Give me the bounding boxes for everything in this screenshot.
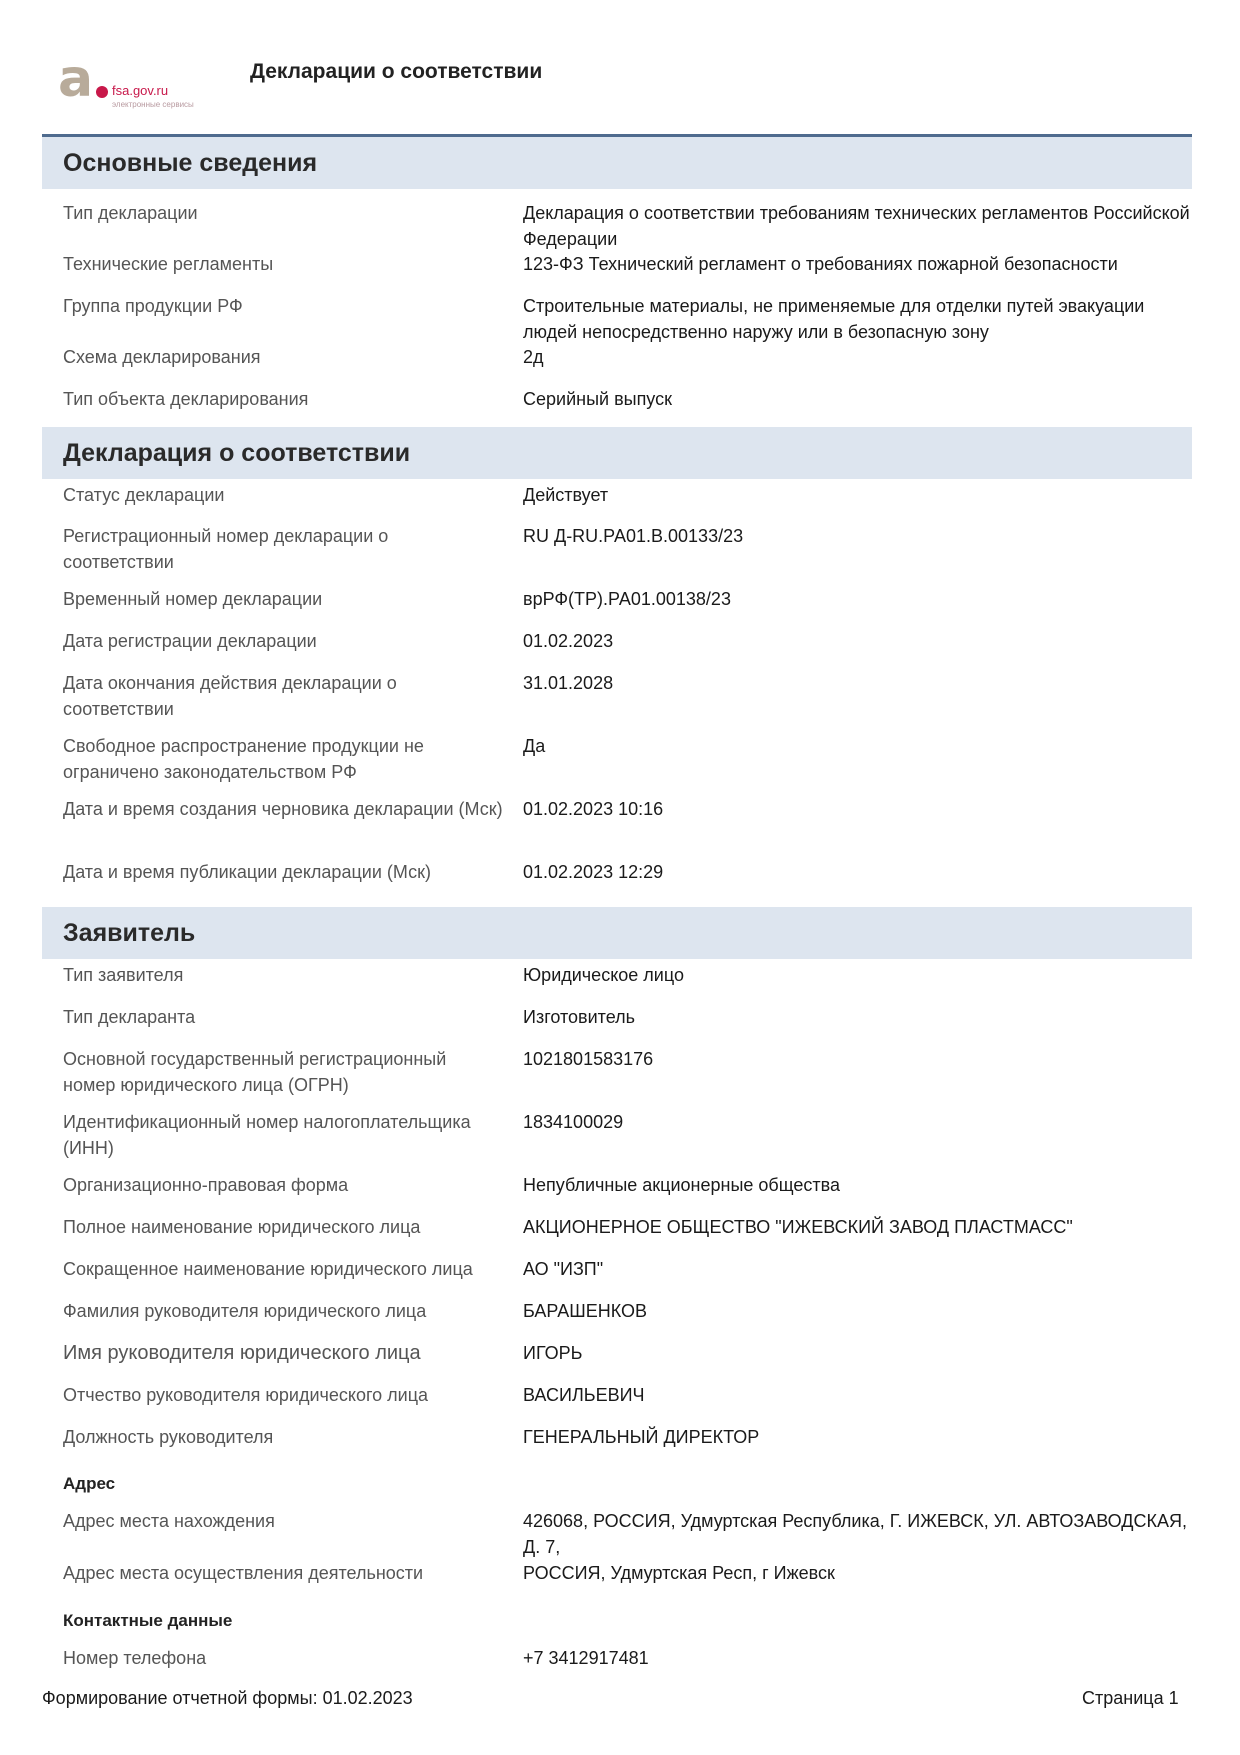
section-title: Основные сведения: [63, 149, 318, 177]
field-label: Сокращенное наименование юридического лица: [63, 1259, 473, 1279]
field-label: Временный номер декларации: [63, 589, 323, 609]
field-label: Организационно-правовая форма: [63, 1175, 349, 1195]
field-value: 01.02.2023: [523, 631, 614, 651]
section-basic-header: [42, 137, 1192, 189]
field-label: Дата и время публикации декларации (Мск): [63, 862, 431, 882]
report-generated-date: Формирование отчетной формы: 01.02.2023: [42, 1688, 413, 1708]
field-value: Юридическое лицо: [523, 965, 684, 985]
field-label: Тип декларации: [63, 203, 198, 223]
field-value: Да: [523, 736, 546, 756]
field-label: Дата и время создания черновика декларации (Мск): [63, 799, 503, 819]
field-label: Дата регистрации декларации: [63, 631, 317, 651]
section-title: Заявитель: [63, 919, 196, 947]
field-value: Изготовитель: [523, 1007, 635, 1027]
field-label: Номер телефона: [63, 1648, 207, 1668]
field-label: Регистрационный номер декларации о соответствии: [63, 526, 389, 572]
field-label: Тип объекта декларирования: [63, 389, 309, 409]
field-label: Тип заявителя: [63, 965, 184, 985]
page-number: Страница 1: [1082, 1688, 1179, 1708]
field-value: ГЕНЕРАЛЬНЫЙ ДИРЕКТОР: [523, 1427, 760, 1447]
field-value: Действует: [523, 485, 609, 505]
field-value: 2д: [523, 347, 544, 367]
section-applicant-header: [42, 907, 1192, 959]
field-value: +7 3412917481: [523, 1648, 649, 1668]
field-label: Фамилия руководителя юридического лица: [63, 1301, 427, 1321]
field-label: Должность руководителя: [63, 1427, 274, 1447]
field-label: Дата окончания действия декларации о соответствии: [63, 673, 397, 719]
field-value: 1834100029: [523, 1112, 624, 1132]
field-value: Непубличные акционерные общества: [523, 1175, 840, 1195]
field-value: врРФ(ТР).РА01.00138/23: [523, 589, 731, 609]
field-value: 01.02.2023 12:29: [523, 862, 664, 882]
field-value: Строительные материалы, не применяемые для отделки путей эвакуации людей непосредственно наружу или в безопасную зону: [523, 296, 1145, 342]
field-value: ИГОРЬ: [523, 1343, 583, 1363]
field-value: АО "ИЗП": [523, 1259, 604, 1279]
field-label: Тип декларанта: [63, 1007, 196, 1027]
field-value: Декларация о соответствии требованиям технических регламентов Российской Федерации: [523, 203, 1190, 249]
field-value: БАРАШЕНКОВ: [523, 1301, 648, 1321]
logo-dot-icon: [96, 86, 108, 98]
field-value: ВАСИЛЬЕВИЧ: [523, 1385, 645, 1405]
field-label: Свободное распространение продукции не ограничено законодательством РФ: [63, 736, 424, 782]
field-label: Технические регламенты: [63, 254, 274, 274]
field-label: Схема декларирования: [63, 347, 261, 367]
field-label: Имя руководителя юридического лица: [63, 1342, 421, 1364]
field-label: Адрес места нахождения: [63, 1511, 275, 1531]
field-label: Идентификационный номер налогоплательщика (ИНН): [63, 1112, 471, 1158]
field-label: Основной государственный регистрационный номер юридического лица (ОГРН): [63, 1049, 447, 1095]
field-label: Отчество руководителя юридического лица: [63, 1385, 429, 1405]
field-value: RU Д-RU.РА01.В.00133/23: [523, 526, 744, 546]
field-value: 426068, РОССИЯ, Удмуртская Республика, Г. ИЖЕВСК, УЛ. АВТОЗАВОДСКАЯ, Д. 7,: [523, 1511, 1187, 1557]
fsa-logo[interactable]: [58, 49, 208, 112]
logo-letter: a: [58, 49, 94, 109]
logo-subtitle: электронные сервисы: [112, 100, 194, 109]
field-label: Статус декларации: [63, 485, 225, 505]
field-value: АКЦИОНЕРНОЕ ОБЩЕСТВО "ИЖЕВСКИЙ ЗАВОД ПЛАСТМАСС": [523, 1217, 1073, 1237]
field-value: РОССИЯ, Удмуртская Респ, г Ижевск: [523, 1563, 835, 1583]
address-subheading: Адрес: [63, 1474, 116, 1493]
page-title: Декларации о соответствии: [250, 60, 543, 83]
section-declaration-header: [42, 427, 1192, 479]
field-value: 31.01.2028: [523, 673, 614, 693]
field-value: Серийный выпуск: [523, 389, 672, 409]
field-value: 123-ФЗ Технический регламент о требованиях пожарной безопасности: [523, 254, 1118, 274]
field-value: 1021801583176: [523, 1049, 654, 1069]
field-label: Группа продукции РФ: [63, 296, 243, 316]
field-value: 01.02.2023 10:16: [523, 799, 664, 819]
page-header: [0, 0, 1240, 135]
logo-site: fsa.gov.ru: [112, 83, 169, 98]
field-label: Адрес места осуществления деятельности: [63, 1563, 424, 1583]
field-label: Полное наименование юридического лица: [63, 1217, 421, 1237]
section-title: Декларация о соответствии: [63, 439, 411, 467]
contacts-subheading: Контактные данные: [63, 1611, 233, 1630]
